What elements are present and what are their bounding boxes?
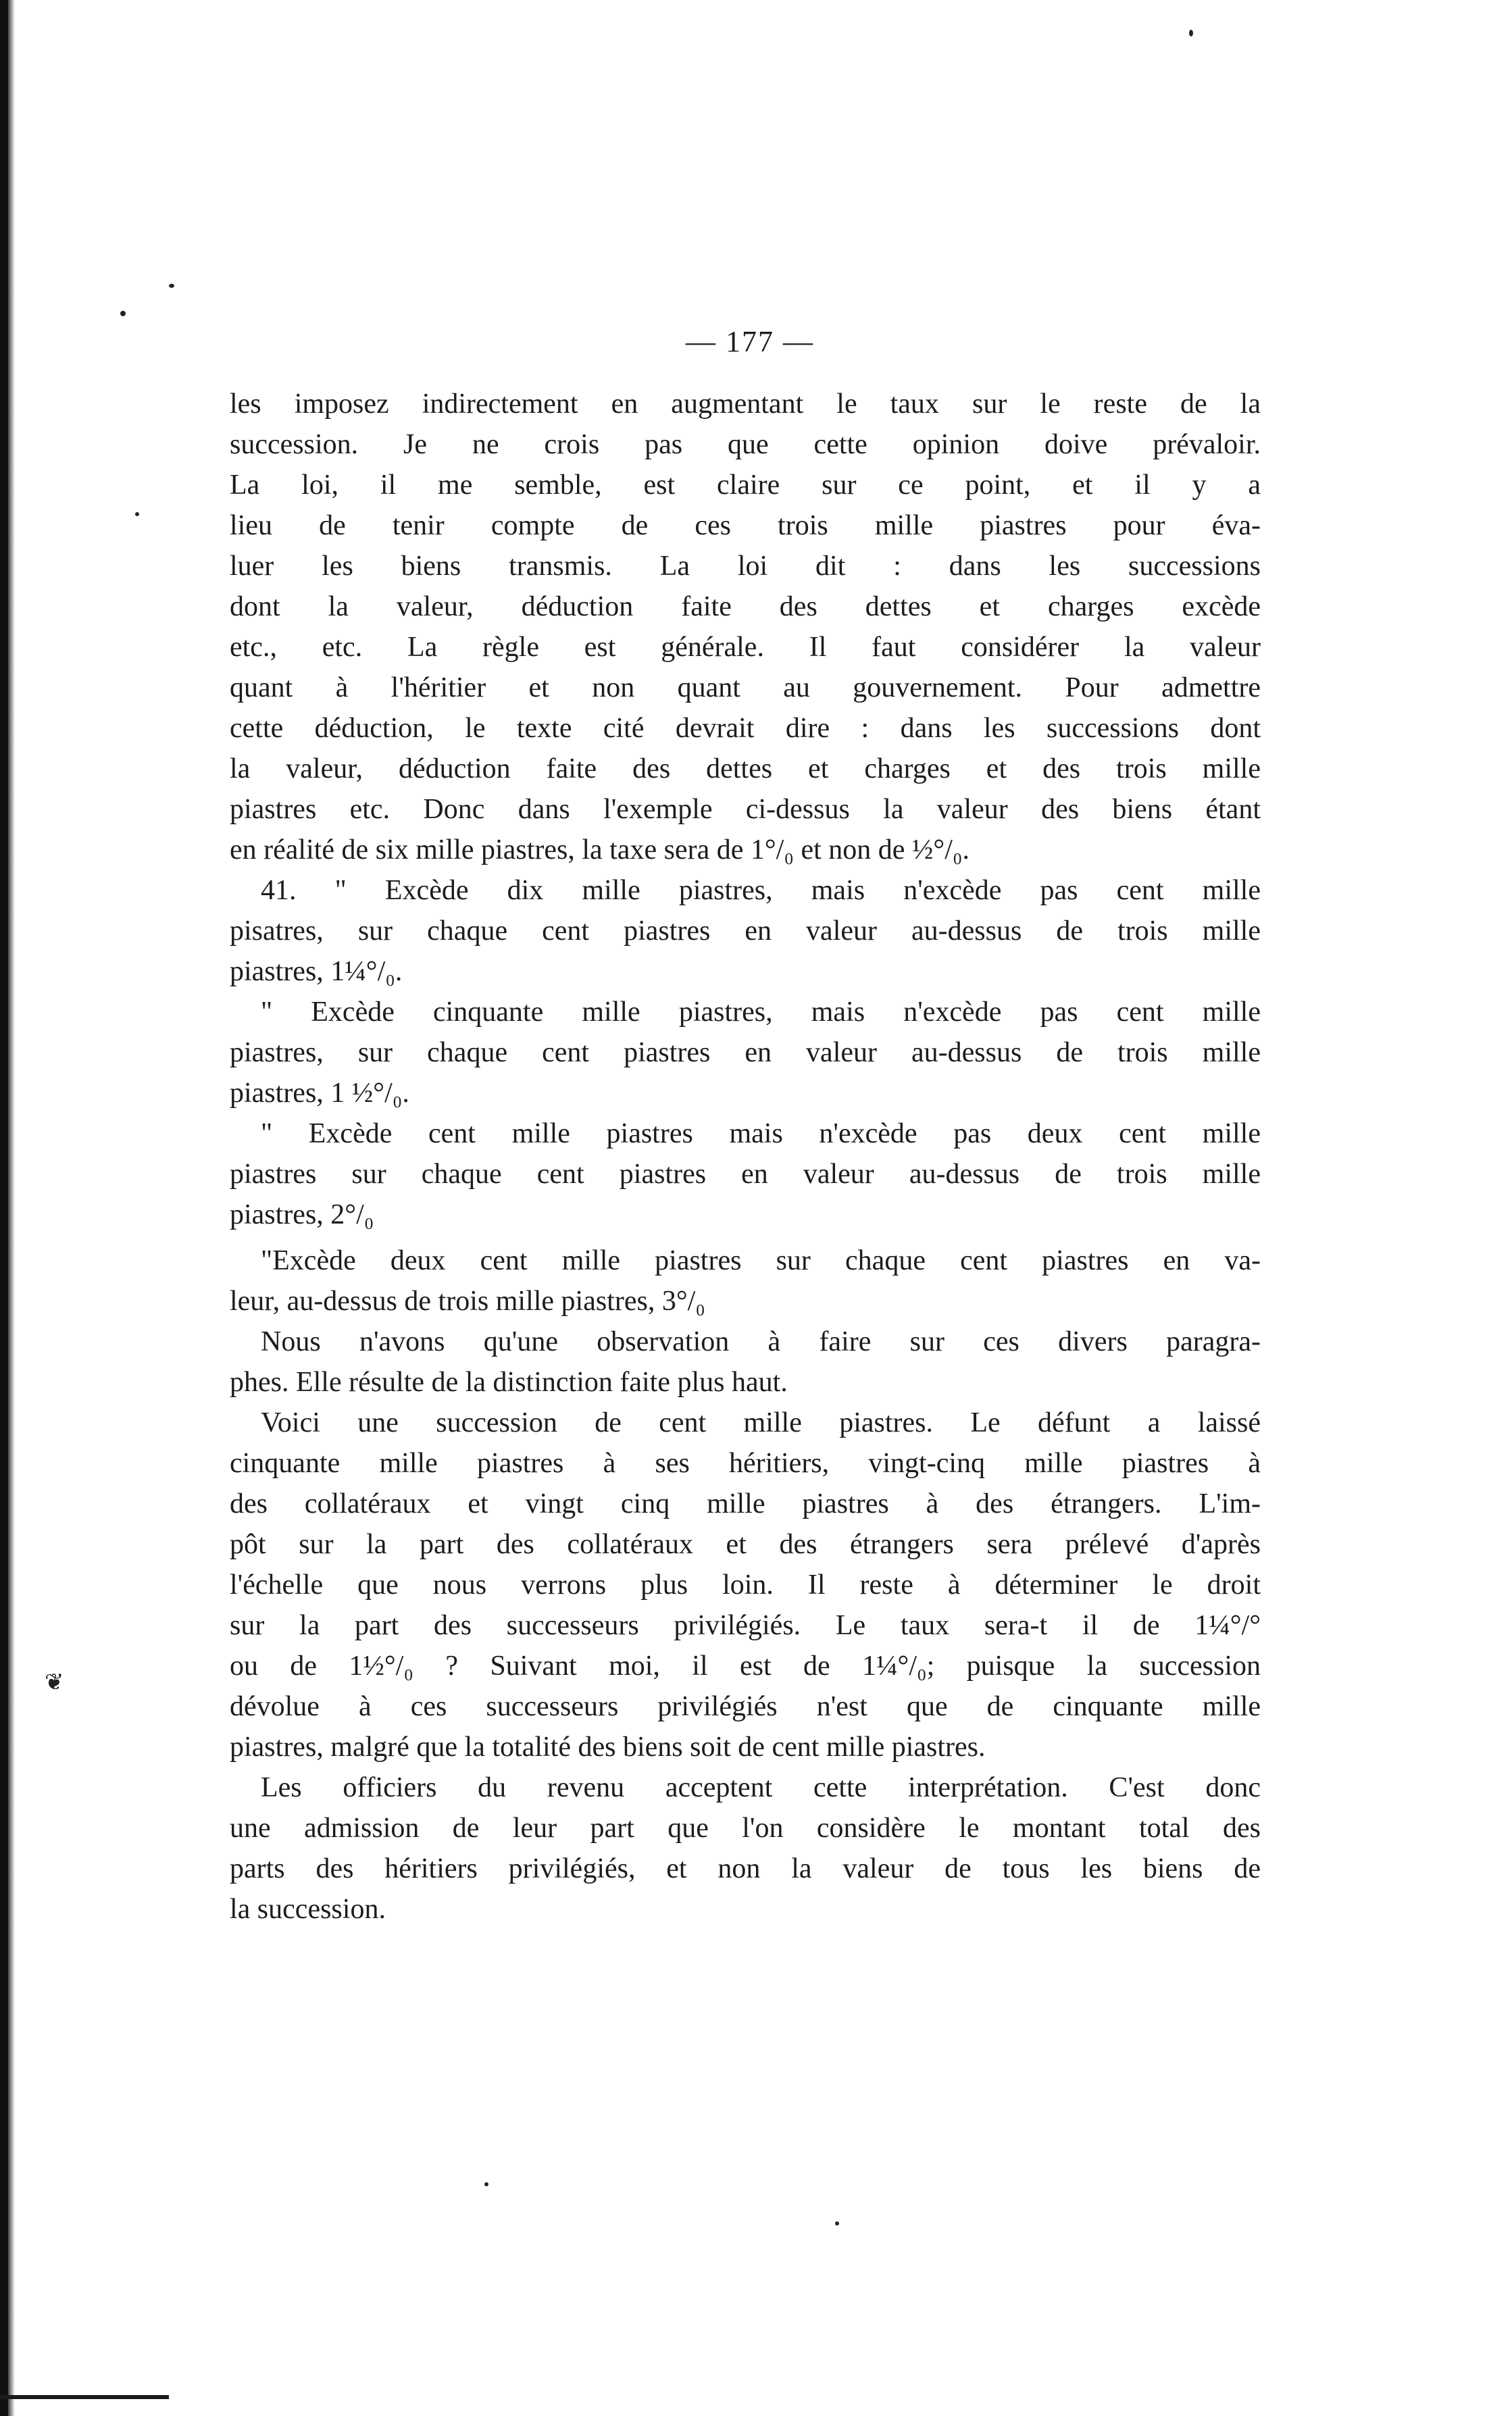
text-line: les imposez indirectement en augmentant le taux sur le reste de la — [230, 388, 1261, 420]
text-line: Les officiers du revenu acceptent cette interprétation. C'est donc — [261, 1772, 1261, 1803]
page-binding-shadow — [8, 0, 15, 2416]
text-line: piastres, 1¼°/₀. — [230, 956, 403, 987]
text-line: piastres etc. Donc dans l'exemple ci-dessus la valeur des biens étant — [230, 794, 1261, 825]
text-line: piastres, 1 ½°/₀. — [230, 1078, 409, 1109]
text-line: cette déduction, le texte cité devrait dire : dans les successions dont — [230, 713, 1261, 744]
text-line: " Excède cinquante mille piastres, mais n'excède pas cent mille — [261, 997, 1261, 1028]
text-line: lieu de tenir compte de ces trois mille piastres pour éva- — [230, 510, 1261, 541]
text-line: Voici une succession de cent mille piastres. Le défunt a laissé — [261, 1407, 1261, 1438]
ink-speck — [1189, 30, 1193, 36]
text-line: parts des héritiers privilégiés, et non la valeur de tous les biens de — [230, 1853, 1261, 1884]
text-line: cinquante mille piastres à ses héritiers, vingt-cinq mille piastres à — [230, 1448, 1261, 1479]
text-line: piastres sur chaque cent piastres en valeur au-dessus de trois mille — [230, 1159, 1261, 1190]
text-line: dévolue à ces successeurs privilégiés n'est que de cinquante mille — [230, 1691, 1261, 1722]
text-line: des collatéraux et vingt cinq mille piastres à des étrangers. L'im- — [230, 1488, 1261, 1519]
text-line: ou de 1½°/₀ ? Suivant moi, il est de 1¼°/₀; puisque la succession — [230, 1651, 1261, 1682]
ornament-icon: ❦ — [45, 1670, 64, 1695]
text-line: La loi, il me semble, est claire sur ce point, et il y a — [230, 470, 1261, 501]
text-line: pôt sur la part des collatéraux et des étrangers sera prélevé d'après — [230, 1529, 1261, 1560]
text-line: en réalité de six mille piastres, la taxe sera de 1°/₀ et non de ½°/₀. — [230, 834, 970, 865]
text-line: piastres, malgré que la totalité des biens soit de cent mille piastres. — [230, 1732, 986, 1763]
ink-speck — [835, 2221, 839, 2225]
text-line: la succession. — [230, 1894, 386, 1925]
ink-speck — [120, 311, 126, 316]
text-line: phes. Elle résulte de la distinction faite plus haut. — [230, 1367, 788, 1398]
text-line: sur la part des successeurs privilégiés. Le taux sera-t il de 1¼°/° — [230, 1610, 1261, 1641]
text-line: piastres, 2°/₀ — [230, 1199, 374, 1230]
body-text — [230, 384, 1261, 1930]
ink-speck — [484, 2182, 488, 2186]
bottom-rule — [0, 2395, 169, 2399]
text-line: etc., etc. La règle est générale. Il faut considérer la valeur — [230, 632, 1261, 663]
text-line: la valeur, déduction faite des dettes et charges et des trois mille — [230, 753, 1261, 784]
text-line: piastres, sur chaque cent piastres en valeur au-dessus de trois mille — [230, 1037, 1261, 1068]
text-line: succession. Je ne crois pas que cette opinion doive prévaloir. — [230, 429, 1261, 460]
text-line: Nous n'avons qu'une observation à faire sur ces divers paragra- — [261, 1326, 1261, 1357]
ink-speck — [169, 284, 174, 288]
text-line: luer les biens transmis. La loi dit : dans les successions — [230, 551, 1261, 582]
page-binding-edge — [0, 0, 8, 2416]
text-line: " Excède cent mille piastres mais n'excède pas deux cent mille — [261, 1118, 1261, 1149]
text-line: "Excède deux cent mille piastres sur chaque cent piastres en va- — [261, 1245, 1261, 1276]
ink-speck — [135, 512, 139, 516]
text-line: pisatres, sur chaque cent piastres en valeur au-dessus de trois mille — [230, 915, 1261, 947]
text-line: leur, au-dessus de trois mille piastres, 3°/₀ — [230, 1286, 705, 1317]
text-line: dont la valeur, déduction faite des dettes et charges excède — [230, 591, 1261, 622]
page-number: — 177 — — [686, 325, 814, 358]
text-line: l'échelle que nous verrons plus loin. Il reste à déterminer le droit — [230, 1569, 1261, 1601]
text-line: 41. " Excède dix mille piastres, mais n'excède pas cent mille — [261, 875, 1261, 906]
text-line: quant à l'héritier et non quant au gouvernement. Pour admettre — [230, 672, 1261, 703]
text-line: une admission de leur part que l'on considère le montant total des — [230, 1813, 1261, 1844]
